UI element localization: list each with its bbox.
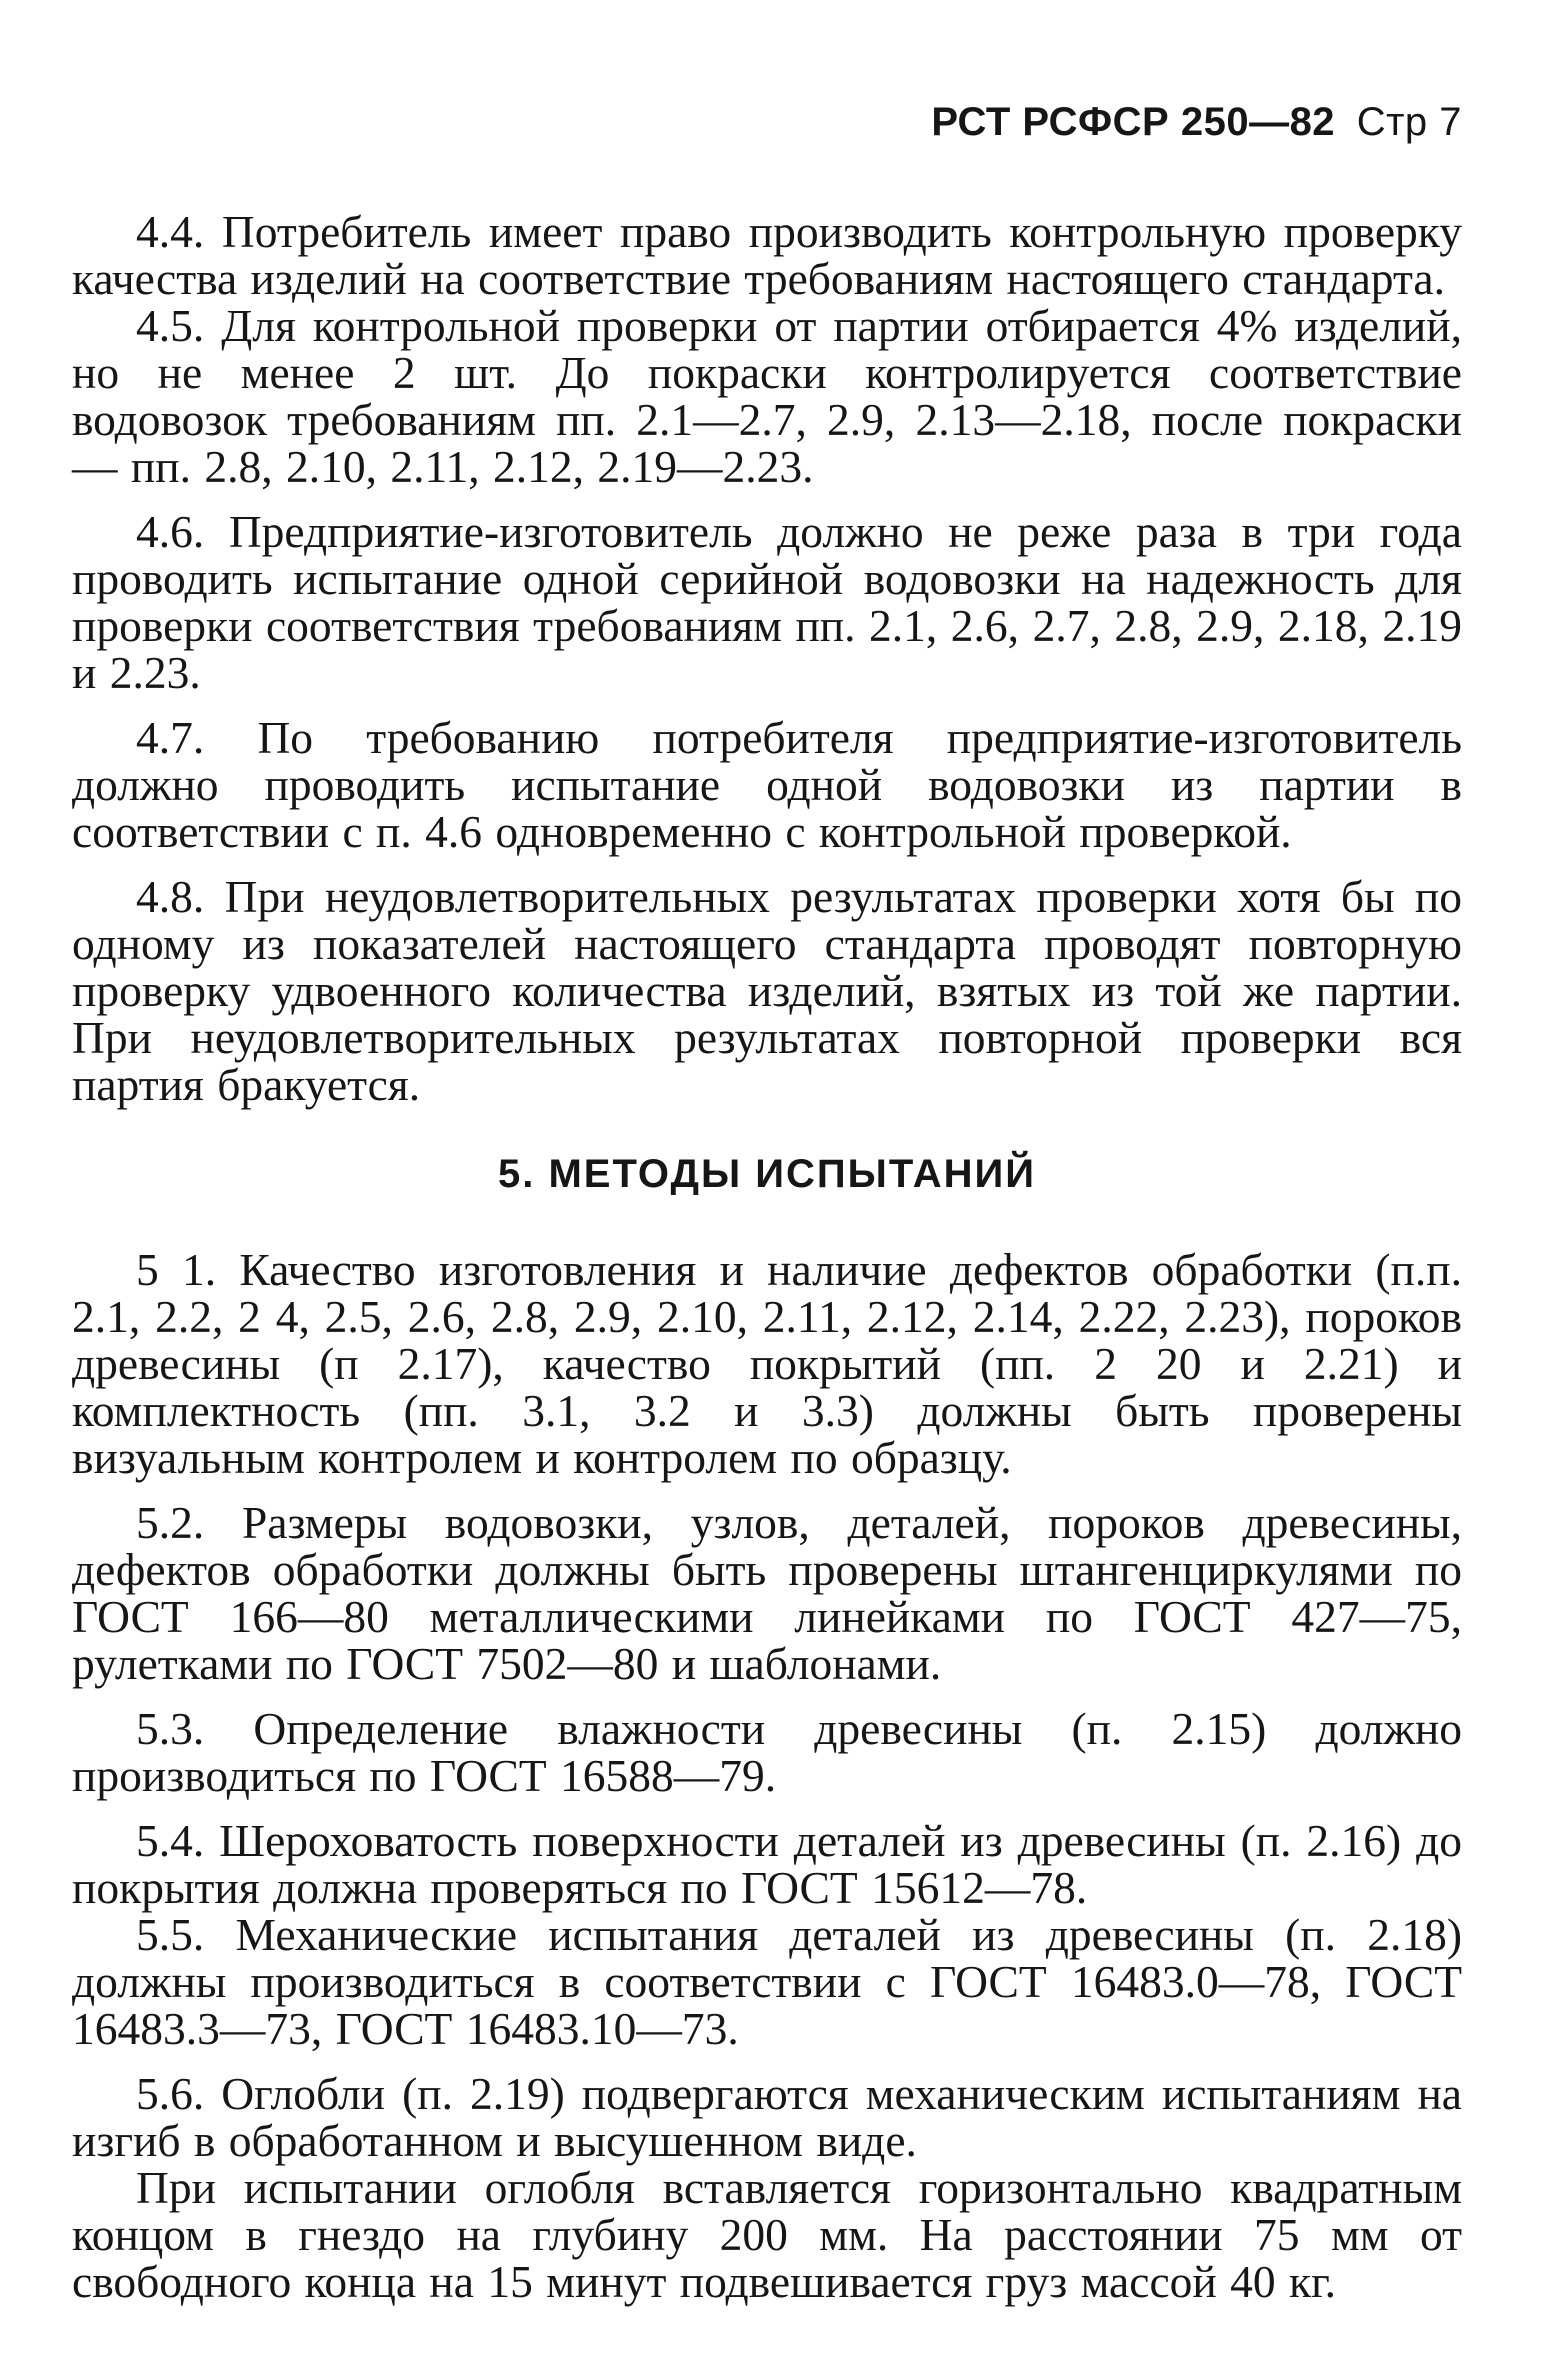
clause-4-5: 4.5. Для контрольной проверки от партии отбирается 4% изделий, но не менее 2 шт. До покраски контролируется соответствие водовозок требованиям пп. 2.1—2.7, 2.9, 2.13—2.18, после покраски — пп. 2.8, 2.10, 2.11, 2.12, 2.19—2.23. (72, 300, 1462, 492)
clause-5-5: 5.5. Механические испытания деталей из древесины (п. 2.18) должны производиться в соответствии с ГОСТ 16483.0—78, ГОСТ 16483.3—73, ГОСТ 16483.10—73. (72, 1909, 1462, 2054)
clause-5-2: 5.2. Размеры водовозки, узлов, деталей, пороков древесины, дефектов обработки должны быть проверены штангенциркулями по ГОСТ 166—80 металлическими линейками по ГОСТ 427—75, рулетками по ГОСТ 7502—80 и шаблонами. (72, 1497, 1462, 1689)
page-header (931, 100, 1462, 145)
clause-4-8: 4.8. При неудовлетворительных результатах проверки хотя бы по одному из показателей настоящего стандарта проводят повторную проверку удвоенного количества изделий, взятых из той же партии. При неудовлетворительных результатах повторной проверки вся партия бракуется. (72, 871, 1462, 1110)
clause-5-3: 5.3. Определение влажности древесины (п. 2.15) должно производиться по ГОСТ 16588—79. (72, 1703, 1462, 1801)
clause-5-4: 5.4. Шероховатость поверхности деталей из древесины (п. 2.16) до покрытия должна проверяться по ГОСТ 15612—78. (72, 1815, 1462, 1913)
clause-5-6: 5.6. Оглобли (п. 2.19) подвергаются механическим испытаниям на изгиб в обработанном и высушенном виде. (72, 2068, 1462, 2166)
clause-4-4: 4.4. Потребитель имеет право производить контрольную проверку качества изделий на соответствие требованиям настоящего стандарта. (72, 206, 1462, 304)
clause-4-6: 4.6. Предприятие-изготовитель должно не реже раза в три года проводить испытание одной серийной водовозки на надежность для проверки соответствия требованиям пп. 2.1, 2.6, 2.7, 2.8, 2.9, 2.18, 2.19 и 2.23. (72, 506, 1462, 698)
standard-number: РСТ РСФСР 250—82 (931, 100, 1336, 144)
clause-5-6-test-procedure: При испытании оглобля вставляется горизонтально квадратным концом в гнездо на глубину 200 мм. На расстоянии 75 мм от свободного конца на 15 минут подвешивается груз массой 40 кг. (72, 2162, 1462, 2307)
clause-5-1: 5 1. Качество изготовления и наличие дефектов обработки (п.п. 2.1, 2.2, 2 4, 2.5, 2.6, 2.8, 2.9, 2.10, 2.11, 2.12, 2.14, 2.22, 2.23), пороков древесины (п 2.17), качество покрытий (пп. 2 20 и 2.21) и комплектность (пп. 3.1, 3.2 и 3.3) должны быть проверены визуальным контролем и контролем по образцу. (72, 1244, 1462, 1483)
clause-4-7: 4.7. По требованию потребителя предприятие-изготовитель должно проводить испытание одной водовозки из партии в соответствии с п. 4.6 одновременно с контрольной проверкой. (72, 712, 1462, 857)
page-number: Стр 7 (1356, 100, 1462, 144)
section-5-heading: 5. МЕТОДЫ ИСПЫТАНИЙ (498, 1152, 1036, 1196)
page-body (72, 208, 1462, 2305)
